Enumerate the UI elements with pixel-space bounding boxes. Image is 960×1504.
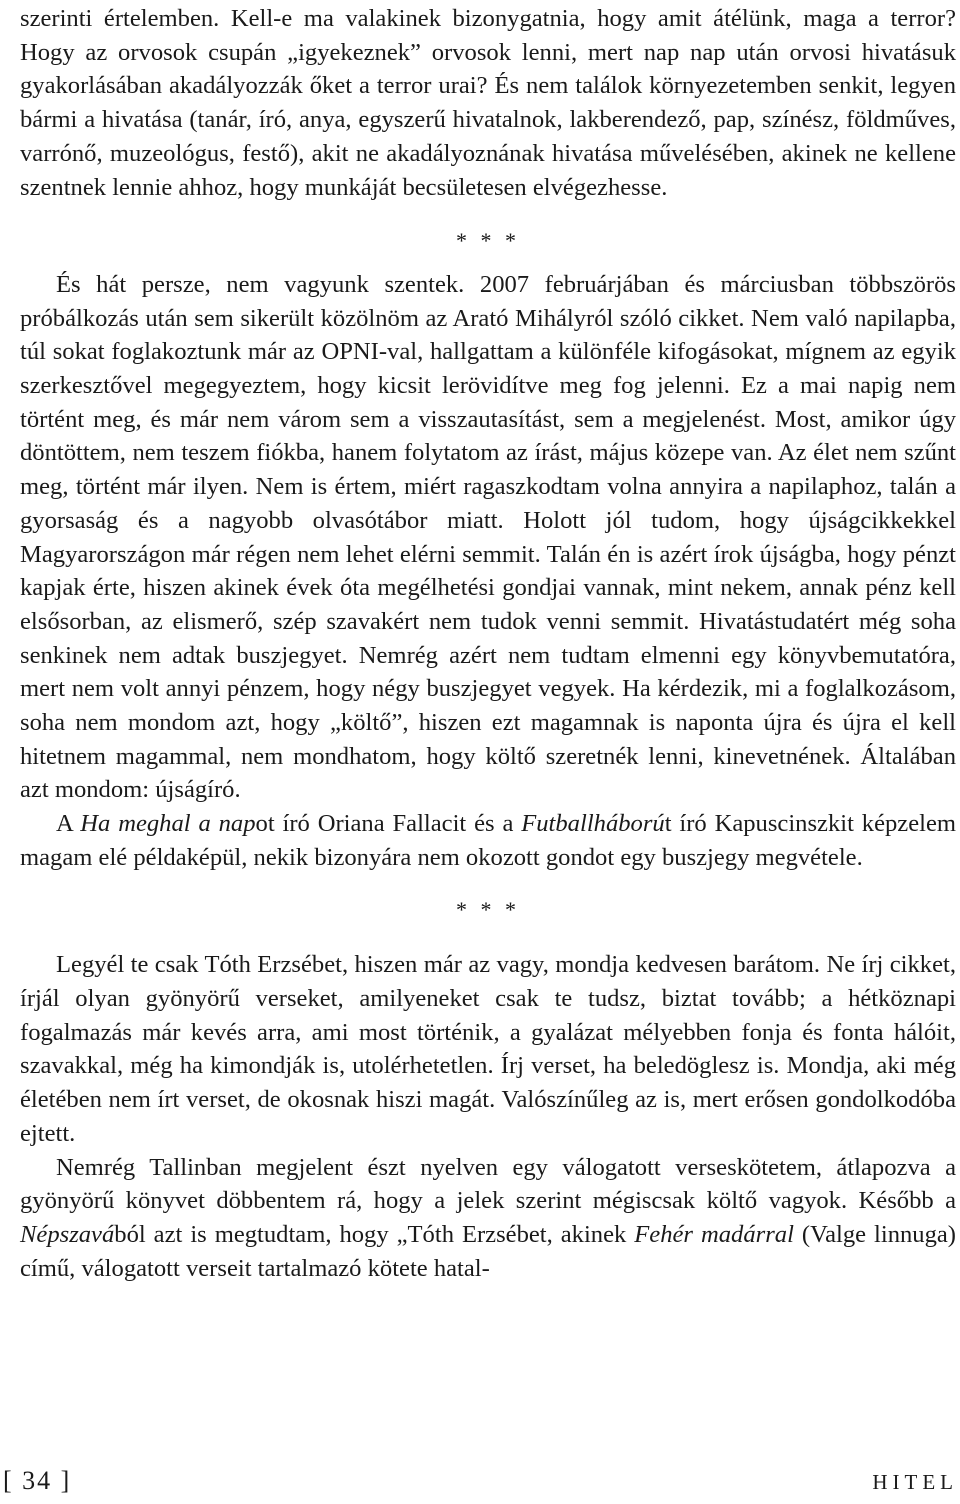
page-footer	[0, 1466, 960, 1500]
section-separator: * * *	[456, 228, 520, 254]
book-title-futballhaboru: Futballháború	[521, 810, 665, 838]
book-title-ha-meghal-a-nap: Ha meghal a nap	[80, 810, 256, 838]
paragraph-3: A Ha meghal a napot író Oriana Fallacit és a Futballháborút író Kapuscinszkit képzelem magam elé példaképül, nekik bizonyára nem okozott gondot egy buszjegy megvétele.	[20, 810, 957, 871]
book-title-feher-madarral: Fehér madárral	[634, 1220, 794, 1248]
paragraph-1: szerinti értelemben. Kell-e ma valakinek bizonygatnia, hogy amit átélünk, maga a terror? Hogy az orvosok csupán „igyekeznek” orvosok lenni, mert nap nap után orvosi hivatásuk gyakorlásában akadályozzák őket a terror urai? És nem találok környezetemben senkit, legyen bármi a hivatása (tanár, író, anya, egyszerű hivatalnok, lakberendező, pap, színész, földműves, varrónő, muzeológus, festő), akit ne akadályoznának hivatása művelésében, akinek ne kellene szentnek lennie ahhoz, hogy munkáját becsületesen elvégezhesse.	[20, 5, 956, 201]
article-body	[20, 2, 956, 1285]
paragraph-5: Nemrég Tallinban megjelent észt nyelven egy válogatott verseskötetem, átlapozva a gyönyörű könyvet döbbentem rá, hogy a jelek szerint mégiscsak költő vagyok. Később a Népszavából azt is megtudtam, hogy „Tóth Erzsébet, akinek Fehér madárral (Valge linnuga) című, válogatott verseit tartalmazó kötete hatal-	[20, 1153, 956, 1282]
paragraph-2: És hát persze, nem vagyunk szentek. 2007 februárjában és márciusban többszörös próbálkozás után sem sikerült közölnöm az Arató Mihályról szóló cikket. Nem való napilapba, túl sokat foglakoztunk már az OPNI-val, hallgattam a különféle kifogásokat, mígnem az egyik szerkesztővel megegyeztem, hogy kicsit lerövidítve meg fog jelenni. Ez a mai napig nem történt meg, és már nem várom sem a visszautasítást, sem a megjelenést. Most, amikor úgy döntöttem, nem teszem fiókba, hanem folytatom az írást, május közepe van. Az élet nem szűnt meg, történt már ilyen. Nem is értem, miért ragaszkodtam volna annyira a napilaphoz, talán a gyorsaság és a nagyobb olvasótábor miatt. Holott jól tudom, hogy újságcikkekkel Magyarországon már régen nem lehet elérni semmit. Talán én is azért írok újságba, hogy pénzt kapjak érte, hiszen akinek évek óta megélhetési gondjai vannak, mint nekem, annak pénz kell elsősorban, az elismerő, szép szavakért nem tudok venni semmit. Hivatástudatért még soha senkinek nem adtak buszjegyet. Nemrég azért nem tudtam elmenni egy könyvbemutatóra, mert nem volt annyi pénzem, hogy négy buszjegyet vegyek. Ha kérdezik, mi a foglalkozásom, soha nem mondom azt, hogy „költő”, hiszen ezt magamnak is naponta újra és újra el kell hitetnem magammal, nem mondhatom, hogy költő szeretnék lenni, kinevetnének. Általában azt mondom: újságíró.	[20, 270, 956, 804]
paragraph-4: Legyél te csak Tóth Erzsébet, hiszen már az vagy, mondja kedvesen barátom. Ne írj cikket, írjál olyan gyönyörű verseket, amilyeneket csak te tudsz, biztat tovább; a hétköznapi fogalmazás már kevés arra, ami most történik, a gyalázat mélyebben fonja és fonta hálóit, szavakkal, még ha kimondják is, utolérhetetlen. Írj verset, ha beledöglesz is. Mondja, aki még életében nem írt verset, de okosnak hiszi magát. Valószínűleg az is, mert erősen gondolkodóba ejtett.	[20, 951, 956, 1147]
newspaper-title-nepszava: Népszavá	[20, 1220, 115, 1248]
page-number: [ 34 ]	[3, 1466, 72, 1495]
section-separator: * * *	[456, 896, 520, 922]
journal-name: HITEL	[872, 1470, 958, 1494]
